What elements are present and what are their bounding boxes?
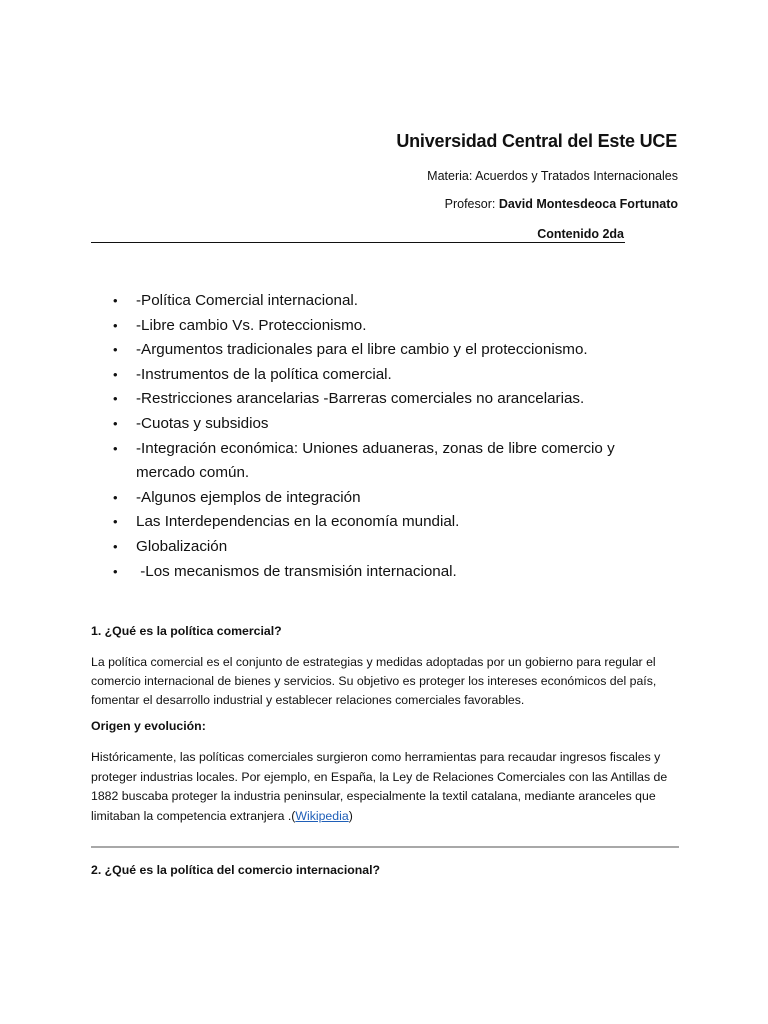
list-item <box>110 338 670 363</box>
subject-line: Materia: Acuerdos y Tratados Internacionales <box>427 169 678 183</box>
bullet-icon: • <box>113 538 118 554</box>
history-paragraph <box>91 748 691 826</box>
bullet-icon: • <box>113 317 118 333</box>
list-item <box>110 510 670 535</box>
question-1-heading: 1. ¿Qué es la política comercial? <box>91 624 282 638</box>
list-item-text: -Restricciones arancelarias -Barreras comerciales no arancelarias. <box>136 390 585 408</box>
wikipedia-link[interactable]: Wikipedia <box>295 808 349 823</box>
bullet-icon: • <box>113 440 118 456</box>
history-text: Históricamente, las políticas comerciales surgieron como herramientas para recaudar ingresos fiscales y proteger industrias locales. Por ejemplo, en España, la Ley de Relaciones Comerciales con las Antillas de 1882 buscaba proteger la industria peninsular, especialmente la textil catalana, mediante aranceles que limitaban la competencia extranjera .( <box>91 750 668 823</box>
list-item <box>110 289 670 314</box>
list-item <box>110 560 670 585</box>
content-label: Contenido 2da <box>537 227 624 241</box>
list-item <box>110 314 670 339</box>
list-item <box>110 437 670 486</box>
university-title: Universidad Central del Este UCE <box>396 131 677 151</box>
bullet-icon: • <box>113 514 118 530</box>
list-item-text: -Política Comercial internacional. <box>136 292 358 309</box>
bullet-icon: • <box>113 489 118 505</box>
topic-list <box>110 289 670 584</box>
list-item-text: -Cuotas y subsidios <box>136 414 269 432</box>
question-2-heading: 2. ¿Qué es la política del comercio internacional? <box>91 863 381 877</box>
horizontal-rule <box>91 846 679 848</box>
list-item-text: -Argumentos tradicionales para el libre cambio y el proteccionismo. <box>136 341 588 359</box>
list-item-text: -Libre cambio Vs. Proteccionismo. <box>136 316 367 334</box>
list-item-text: Globalización <box>136 537 228 555</box>
history-end: ) <box>348 808 353 823</box>
bullet-icon: • <box>113 342 118 358</box>
list-item <box>110 363 670 388</box>
list-item-text: -Algunos ejemplos de integración <box>136 488 361 506</box>
bullet-icon: • <box>113 293 118 308</box>
professor-prefix: Profesor: <box>444 197 499 211</box>
list-item <box>110 412 670 437</box>
bullet-icon: • <box>113 366 118 382</box>
origin-heading: Origen y evolución: <box>91 719 206 733</box>
list-item <box>110 535 670 560</box>
list-item-text: -Integración económica: Uniones aduaneras, zonas de libre comercio y mercado común. <box>136 439 615 482</box>
list-item <box>110 486 670 511</box>
bullet-icon: • <box>113 391 118 407</box>
content-underline <box>91 242 625 243</box>
list-item-text: -Los mecanismos de transmisión internacional. <box>136 562 457 580</box>
definition-paragraph: La política comercial es el conjunto de estrategias y medidas adoptadas por un gobierno para regular el comercio internacional de bienes y servicios. Su objetivo es proteger los intereses económicos del país, fomentar el desarrollo industrial y establecer relaciones comerciales favorables. <box>91 655 657 707</box>
bullet-icon: • <box>113 563 118 579</box>
list-item-text: -Instrumentos de la política comercial. <box>136 365 392 383</box>
list-item <box>110 387 670 412</box>
professor-line <box>445 197 678 211</box>
bullet-icon: • <box>113 415 118 431</box>
professor-name: David Montesdeoca Fortunato <box>498 197 678 211</box>
list-item-text: Las Interdependencias en la economía mundial. <box>136 513 460 531</box>
